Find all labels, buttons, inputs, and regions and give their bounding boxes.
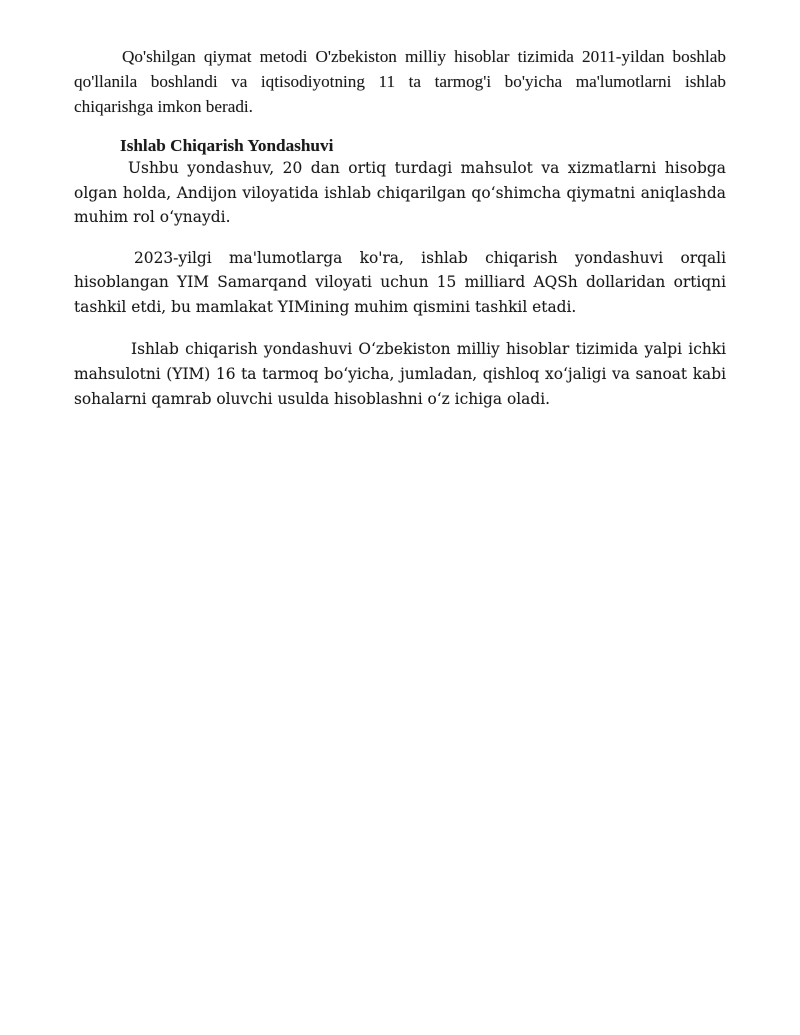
paragraph-production-approach-andijon: Ushbu yondashuv, 20 dan ortiq turdagi mahsulot va xizmatlarni hisobga olgan holda, Andijon viloyatida ishlab chiqarilgan qo‘shimcha qiymatni aniqlashda muhim rol o‘ynaydi. (74, 159, 726, 226)
paragraph-gdp-16-sectors: Ishlab chiqarish yondashuvi O‘zbekiston milliy hisoblar tizimida yalpi ichki mahsulotni (YIM) 16 ta tarmoq bo‘yicha, jumladan, qishloq xo‘jaligi va sanoat kabi sohalarni qamrab oluvchi usulda hisoblashni o‘z ichiga oladi. (74, 340, 726, 408)
paragraph-value-added-method: Qo'shilgan qiymat metodi O'zbekiston milliy hisoblar tizimida 2011-yildan boshlab qo'llanila boshlandi va iqtisodiyotning 11 ta tarmog'i bo'yicha ma'lumotlarni ishlab chiqarishga imkon beradi. (74, 47, 726, 116)
document-body (74, 44, 726, 412)
paragraph-2023-samarqand-gdp: 2023-yilgi ma'lumotlarga ko'ra, ishlab chiqarish yondashuvi orqali hisoblangan YIM Samarqand viloyati uchun 15 milliard AQSh dollaridan ortiqni tashkil etdi, bu mamlakat YIMining muhim qismini tashkil etadi. (74, 248, 726, 316)
section-heading-production-approach: Ishlab Chiqarish Yondashuvi (120, 136, 334, 155)
